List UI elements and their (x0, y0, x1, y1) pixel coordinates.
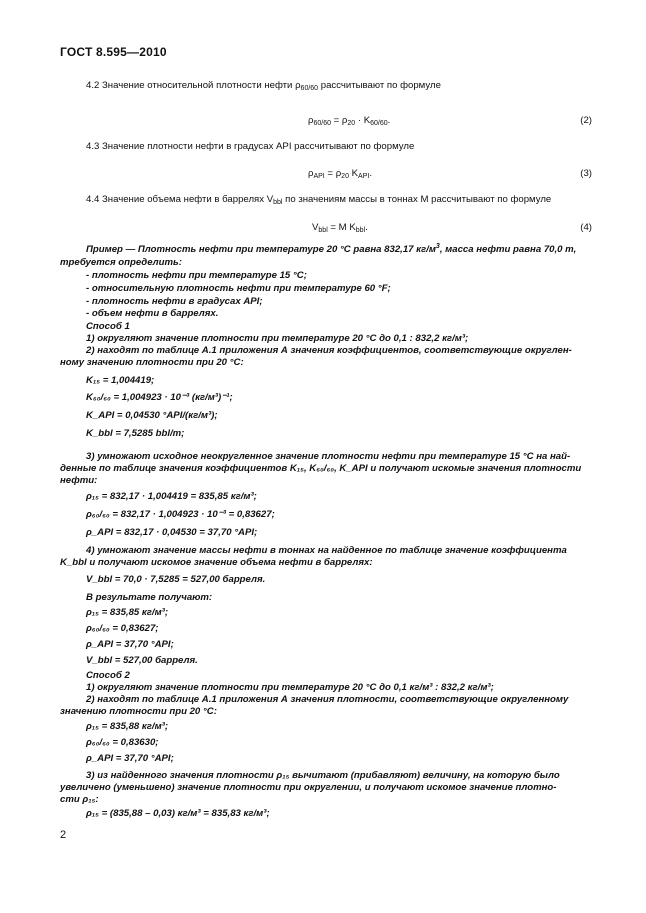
example-item: - плотность нефти при температуре 15 °С; (86, 270, 307, 281)
density-rapi: ρ_API = 832,17 · 0,04530 = 37,70 °API; (86, 527, 258, 538)
result-item: ρ₆₀/₆₀ = 0,83627; (86, 623, 159, 634)
formula-3-number: (3) (580, 168, 592, 179)
method-1-title: Способ 1 (86, 321, 130, 332)
section-4-4-text: 4.4 Значение объема нефти в баррелях $V_{bbl}$ по значениям массы в тоннах M рассчитывают по формуле (86, 194, 552, 206)
method-2-step-3-cont: увеличено (уменьшено) значение плотности при округлении, и получают искомое значение плотно- (60, 782, 557, 793)
example-item: - относительную плотность нефти при температуре 60 °F; (86, 283, 391, 294)
method-2-step-1: 1) округляют значение плотности при температуре 20 °С до 0,1 кг/м³ : 832,2 кг/м³; (86, 682, 494, 693)
density-r6060: ρ₆₀/₆₀ = 832,17 · 1,004923 · 10⁻³ = 0,83627; (86, 509, 275, 520)
formula-4-number: (4) (580, 222, 592, 233)
formula-2-number: (2) (580, 115, 592, 126)
method-2-step-3: 3) из найденного значения плотности ρ₁₅ вычитают (прибавляют) величину, на которую было (86, 770, 560, 781)
document-code-header: ГОСТ 8.595—2010 (60, 45, 167, 59)
section-4-3-text: 4.3 Значение плотности нефти в градусах API рассчитывают по формуле (86, 141, 415, 152)
section-4-2-text: 4.2 Значение относительной плотности нефти $\rho_{60/60}$ рассчитывают по формуле (86, 80, 441, 92)
method-1-step-1: 1) округляют значение плотности при температуре 20 °С до 0,1 : 832,2 кг/м³; (86, 333, 469, 344)
method-1-step-4-cont: K_bbl и получают искомое значение объема нефти в баррелях: (60, 557, 373, 568)
example-item: - объем нефти в баррелях. (86, 308, 219, 319)
formula-4: $V_{bbl} = M$ $K_{bbl}$. (312, 222, 368, 234)
result-item: V_bbl = 527,00 барреля. (86, 655, 198, 666)
coef-k6060: K₆₀/₆₀ = 1,004923 · 10⁻³ (кг/м³)⁻¹; (86, 392, 233, 403)
result-2-item: ρ₆₀/₆₀ = 0,83630; (86, 737, 159, 748)
example-item: - плотность нефти в градусах API; (86, 296, 263, 307)
formula-2: $\rho_{60/60} = \rho_{20} \cdot K_{60/60}$. (308, 115, 391, 127)
coef-k15: K₁₅ = 1,004419; (86, 375, 155, 386)
result-2-item: ρ_API = 37,70 °API; (86, 753, 174, 764)
method-2-step-2: 2) находят по таблице А.1 приложения А значения плотности, соответствующие округленному (86, 694, 569, 705)
method-1-step-3: 3) умножают исходное неокругленное значение плотности нефти при температуре 15 °С на най- (86, 451, 571, 462)
coef-kapi: K_API = 0,04530 °API/(кг/м³); (86, 410, 218, 421)
result-item: ρ_API = 37,70 °API; (86, 639, 174, 650)
method-2-title: Способ 2 (86, 670, 130, 681)
final-density: ρ₁₅ = (835,88 – 0,03) кг/м³ = 835,83 кг/м³; (86, 808, 270, 819)
method-1-step-2-cont: ному значению плотности при 20 °С: (60, 357, 244, 368)
method-1-step-4: 4) умножают значение массы нефти в тоннах на найденное по таблице значение коэффициента (86, 545, 567, 556)
density-r15: ρ₁₅ = 832,17 · 1,004419 = 835,85 кг/м³; (86, 491, 257, 502)
method-1-step-2: 2) находят по таблице А.1 приложения А значения коэффициентов, соответствующие округлен- (86, 345, 572, 356)
result-2-item: ρ₁₅ = 835,88 кг/м³; (86, 721, 169, 732)
method-2-step-3-cont: сти ρ₁₅: (60, 794, 99, 805)
method-2-step-2-cont: значению плотности при 20 °С: (60, 706, 217, 717)
result-item: ρ₁₅ = 835,85 кг/м³; (86, 607, 169, 618)
method-1-step-3-cont: денные по таблице значения коэффициентов K₁₅, K₆₀/₆₀, K_API и получают искомые значения плотности (60, 463, 582, 474)
volume-vbbl: V_bbl = 70,0 · 7,5285 = 527,00 барреля. (86, 574, 266, 585)
example-intro-cont: требуется определить: (60, 257, 182, 268)
page-number: 2 (60, 829, 67, 841)
example-intro: Пример — Плотность нефти при температуре 20 °С равна 832,17 $кг/м^3$, масса нефти равна 70,0 т, (86, 243, 577, 255)
method-1-step-3-cont: нефти: (60, 475, 98, 486)
formula-3: $\rho_{API} = \rho_{20}$ $K_{API}$. (308, 168, 373, 180)
result-title: В результате получают: (86, 592, 213, 603)
coef-kbbl: K_bbl = 7,5285 bbl/m; (86, 428, 185, 439)
